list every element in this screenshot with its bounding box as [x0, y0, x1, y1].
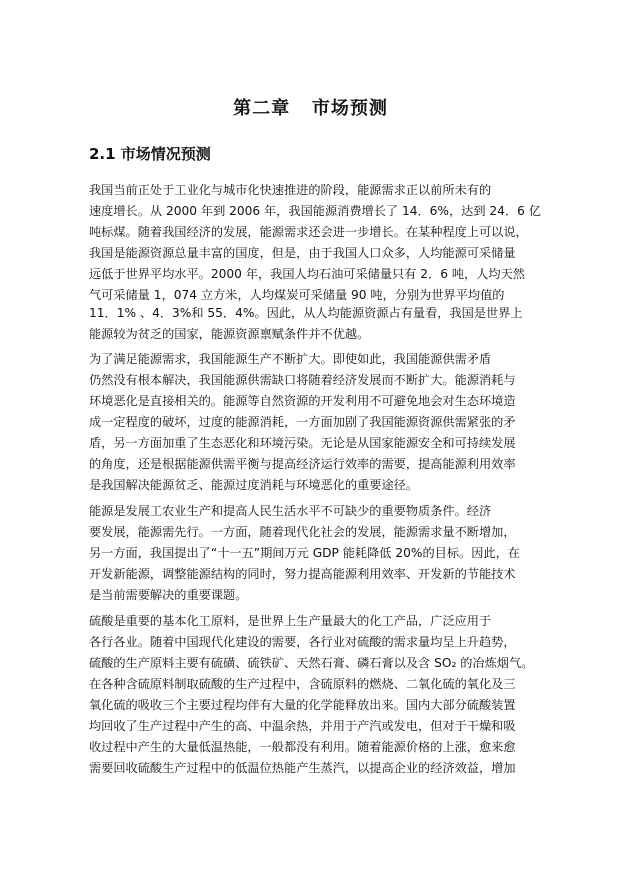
paragraph-4-line-5: 氧化硫的吸收三个主要过程均伴有大量的化学能释放出来。国内大部分硫酸装置 — [89, 698, 516, 712]
paragraph-4-line-6: 均回收了生产过程中产生的高、中温余热，并用于产汽或发电，但对于干燥和吸 — [89, 719, 516, 733]
paragraph-4-line-1: 硫酸是重要的基本化工原料，是世界上生产量最大的化工产品，广泛应用于 — [89, 614, 492, 628]
paragraph-2-line-5: 盾，另一方面加重了生态恶化和环境污染。无论是从国家能源安全和可持续发展 — [89, 436, 516, 450]
paragraph-2-line-1: 为了满足能源需求，我国能源生产不断扩大。即使如此，我国能源供需矛盾 — [89, 352, 492, 366]
paragraph-1-line-6: 气可采储量 1，074 立方米，人均煤炭可采储量 90 吨，分别为世界平均值的 — [89, 288, 505, 302]
paragraph-1-line-7: 11．1% 、4．3%和 55．4%。因此，从人均能源资源占有量看，我国是世界上 — [89, 306, 523, 320]
paragraph-1-line-1: 我国当前正处于工业化与城市化快速推进的阶段，能源需求正以前所未有的 — [89, 183, 492, 197]
paragraph-3-line-2: 要发展，能源需先行。一方面，随着现代化社会的发展，能源需求量不断增加， — [89, 525, 516, 539]
paragraph-2-line-4: 成一定程度的破坏，过度的能源消耗，一方面加剧了我国能源资源供需紧张的矛 — [89, 415, 516, 429]
paragraph-3-line-4: 开发新能源，调整能源结构的同时，努力提高能源利用效率、开发新的节能技术 — [89, 567, 516, 581]
section-title: 2.1 市场情况预测 — [89, 145, 211, 163]
paragraph-1-line-2: 速度增长。从 2000 年到 2006 年，我国能源消费增长了 14．6%，达到 24．6 亿 — [89, 204, 541, 218]
paragraph-2-line-3: 环境恶化是直接相关的。能源等自然资源的开发利用不可避免地会对生态环境造 — [89, 394, 516, 408]
paragraph-4-line-7: 收过程中产生的大量低温热能，一般都没有利用。随着能源价格的上涨，愈来愈 — [89, 740, 516, 754]
paragraph-4-line-3: 硫酸的生产原料主要有硫磺、硫铁矿、天然石膏、磷石膏以及含 SO₂ 的冶炼烟气。 — [89, 656, 534, 670]
chapter-title: 第二章 市场预测 — [233, 98, 388, 119]
paragraph-4-line-2: 各行各业。随着中国现代化建设的需要，各行业对硫酸的需求量均呈上升趋势， — [89, 635, 516, 649]
paragraph-1-line-3: 吨标煤。随着我国经济的发展，能源需求还会进一步增长。在某种程度上可以说， — [89, 225, 528, 239]
paragraph-4-line-4: 在各种含硫原料制取硫酸的生产过程中，含硫原料的燃烧、二氧化硫的氧化及三 — [89, 677, 516, 691]
paragraph-4-line-8: 需要回收硫酸生产过程中的低温位热能产生蒸汽，以提高企业的经济效益，增加 — [89, 761, 516, 775]
paragraph-2-line-2: 仍然没有根本解决，我国能源供需缺口将随着经济发展而不断扩大。能源消耗与 — [89, 373, 516, 387]
paragraph-3-line-5: 是当前需要解决的重要课题。 — [89, 588, 248, 602]
paragraph-3-line-3: 另一方面，我国提出了“十一五”期间万元 GDP 能耗降低 20%的目标。因此，在 — [89, 546, 520, 560]
paragraph-1-line-8: 能源较为贫乏的国家，能源资源禀赋条件并不优越。 — [89, 327, 370, 341]
paragraph-2-line-6: 的角度，还是根据能源供需平衡与提高经济运行效率的需要，提高能源利用效率 — [89, 457, 516, 471]
paragraph-1-line-4: 我国是能源资源总量丰富的国度，但是，由于我国人口众多，人均能源可采储量 — [89, 246, 516, 260]
paragraph-3-line-1: 能源是发展工农业生产和提高人民生活水平不可缺少的重要物质条件。经济 — [89, 504, 492, 518]
paragraph-1-line-5: 远低于世界平均水平。2000 年，我国人均石油可采储量只有 2．6 吨，人均天然 — [89, 267, 525, 281]
paragraph-2-line-7: 是我国解决能源贫乏、能源过度消耗与环境恶化的重要途径。 — [89, 478, 419, 492]
